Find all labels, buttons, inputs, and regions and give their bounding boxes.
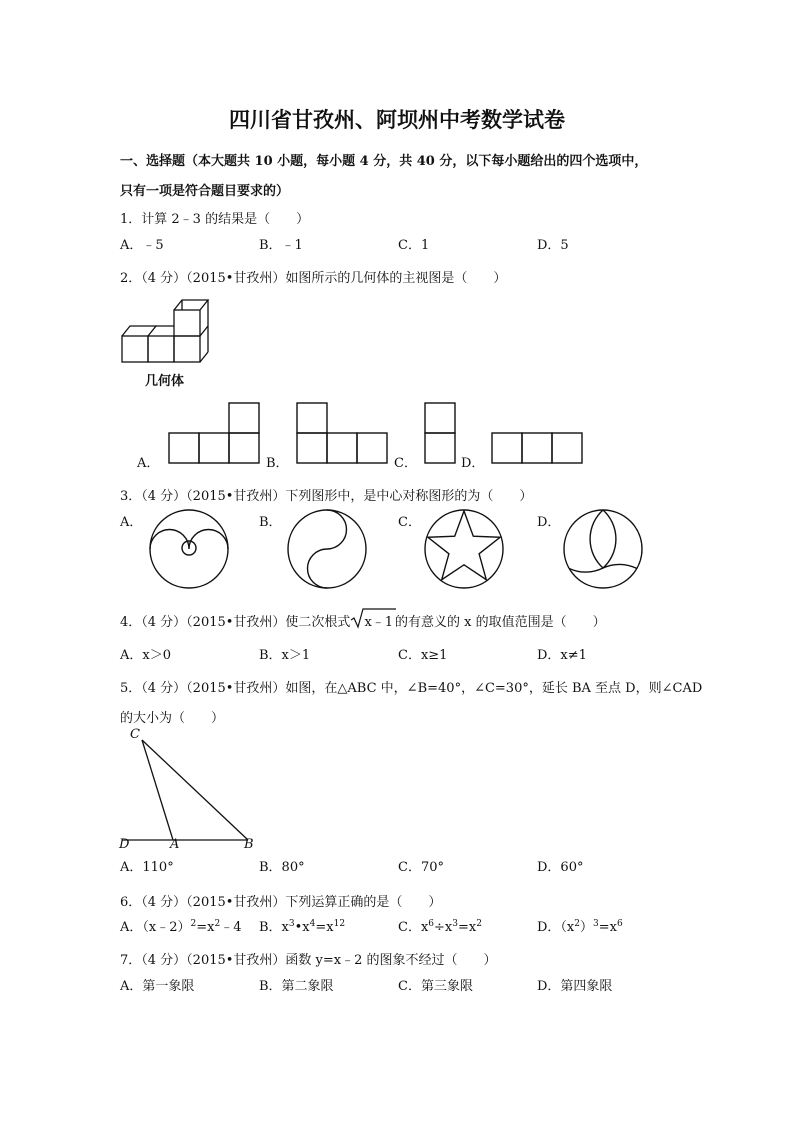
question-7-option-b: B．第二象限 [259,979,334,994]
section-heading-line1: 一、选择题（本大题共 10 小题，每小题 4 分，共 40 分，以下每小题给出的四个选项中， [120,154,648,169]
vertex-label-c: C [130,727,140,742]
question-4-stem-after: 的有意义的 x 的取值范围是（ ） [395,615,606,630]
vertex-label-d: D [119,837,130,852]
radical-expression [350,611,395,630]
circle-figure-b [286,508,368,590]
question-1-option-a: A．﹣5 [120,238,164,253]
question-1-stem: 1．计算 2﹣3 的结果是（ ） [120,212,310,227]
radicand: x﹣1 [364,615,394,630]
triangle-figure [118,730,258,855]
question-2-option-a: A． [137,456,160,471]
view-option-b [296,402,388,464]
question-6-stem: 6．（4 分）（2015•甘孜州）下列运算正确的是（ ） [120,895,442,910]
question-5-stem-line2: 的大小为（ ） [120,711,225,726]
question-5-stem-line1: 5．（4 分）（2015•甘孜州）如图，在△ABC 中，∠B=40°，∠C=30°，延长 BA 至点 D，则∠CAD [120,681,703,696]
question-3-option-b: B． [259,515,282,530]
vertex-label-a: A [170,837,180,852]
solid-figure-caption: 几何体 [145,374,185,389]
question-7-option-a: A．第一象限 [120,979,195,994]
question-1-option-b: B．﹣1 [259,238,303,253]
page-title: 四川省甘孜州、阿坝州中考数学试卷 [229,107,565,132]
question-2-stem: 2．（4 分）（2015•甘孜州）如图所示的几何体的主视图是（ ） [120,271,507,286]
question-1-option-c: C．1 [398,238,430,253]
question-7-stem: 7．（4 分）（2015•甘孜州）函数 y=x﹣2 的图象不经过（ ） [120,953,497,968]
circle-figure-d [562,508,644,590]
circle-figure-c [423,508,505,590]
view-option-a [168,402,260,464]
question-3-stem: 3．（4 分）（2015•甘孜州）下列图形中，是中心对称图形的为（ ） [120,489,533,504]
question-4-stem-before: 4．（4 分）（2015•甘孜州）使二次根式 [120,615,351,630]
question-3-option-d: D． [537,515,561,530]
circle-figure-a [148,508,230,590]
question-4-option-d: D．x≠1 [537,648,587,663]
question-6-option-b: B．$x^3•x^4=x^{12}$ [259,919,346,935]
section-heading-line2: 只有一项是符合题目要求的） [120,184,290,199]
question-4-stem [120,611,606,630]
view-option-c [424,402,456,464]
question-3-option-a: A． [120,515,143,530]
question-7-option-d: D．第四象限 [537,979,613,994]
question-5-option-b: B．80° [259,860,305,875]
question-4-option-b: B．x＞1 [259,648,311,663]
question-1-option-d: D．5 [537,238,569,253]
question-4-option-c: C．x≥1 [398,648,448,663]
question-4-option-a: A．x＞0 [120,648,171,663]
question-6-option-d: D．$(x^2)^3=x^6$ [537,919,623,935]
radical-sign-icon [350,608,396,630]
question-5-option-a: A．110° [120,860,174,875]
question-6-option-c: C．$x^6\div x^3=x^2$ [398,919,482,935]
question-2-option-d: D． [461,456,485,471]
solid-figure [120,298,212,364]
question-6-option-a: A．$(x﹣2)^2=x^2﹣4$ [120,919,242,935]
question-7-option-c: C．第三象限 [398,979,473,994]
question-2-option-c: C． [394,456,417,471]
question-3-option-c: C． [398,515,421,530]
question-5-option-d: D．60° [537,860,584,875]
view-option-d [491,432,583,464]
vertex-label-b: B [244,837,254,852]
question-5-option-c: C．70° [398,860,444,875]
question-2-option-b: B． [266,456,289,471]
